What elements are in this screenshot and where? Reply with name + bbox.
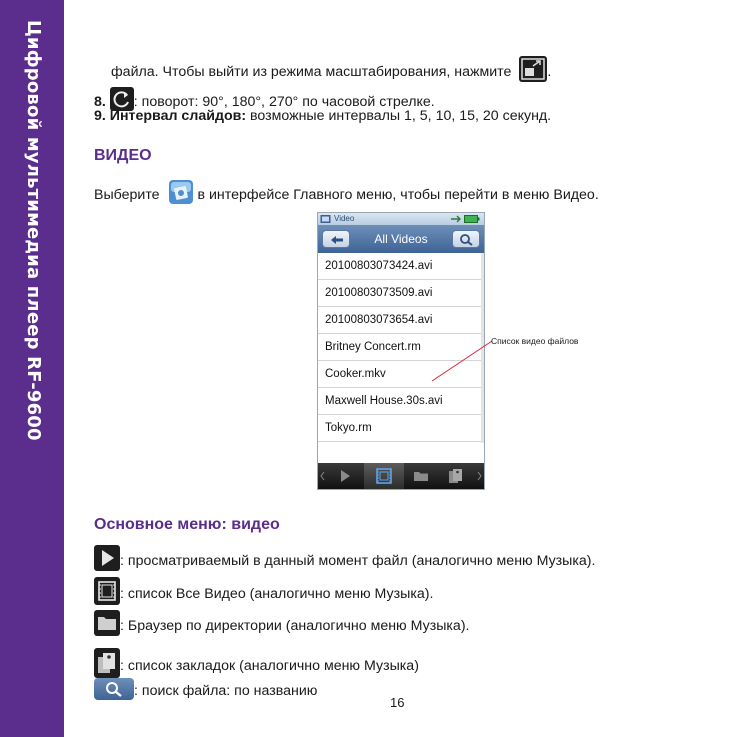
file-row[interactable]: Tokyo.rm	[318, 415, 484, 442]
menu-item-bookmarks	[94, 648, 419, 678]
search-icon	[94, 678, 134, 700]
file-row[interactable]: 20100803073424.avi	[318, 253, 484, 280]
menu-item-all-videos	[94, 577, 433, 605]
zoom-exit-end: .	[547, 64, 552, 80]
file-row[interactable]: 20100803073509.avi	[318, 280, 484, 307]
menu-item-text: : поиск файла: по названию	[134, 683, 318, 699]
nav-film-icon[interactable]	[376, 468, 392, 484]
page-number: 16	[390, 695, 405, 710]
nav-folder-icon[interactable]	[413, 470, 429, 482]
annotation-label: Список видео файлов	[491, 336, 579, 346]
play-icon	[94, 545, 120, 571]
battery-icon	[464, 215, 480, 223]
menu-item-search	[94, 678, 317, 700]
magnifier-icon	[453, 231, 481, 249]
annotation-leader-line	[430, 338, 494, 383]
chevron-left-icon[interactable]	[320, 471, 325, 481]
video-intro-before: Выберите	[94, 187, 160, 203]
item-8-number: 8.	[94, 94, 106, 110]
item-slide-interval	[94, 107, 551, 125]
usb-icon	[450, 215, 462, 223]
device-header-title: All Videos	[374, 232, 428, 246]
device-status-bar	[318, 213, 484, 225]
item-9-label: 9. Интервал слайдов:	[94, 108, 247, 124]
device-status-label: Video	[334, 214, 355, 223]
menu-item-text: : список Все Видео (аналогично меню Музыка).	[120, 586, 434, 602]
file-row[interactable]: Britney Concert.rm	[318, 334, 484, 361]
video-heading: ВИДЕО	[94, 147, 152, 164]
text-line-zoom	[111, 56, 551, 82]
menu-item-text: : просматриваемый в данный момент файл (аналогично меню Музыка).	[120, 553, 596, 569]
file-row[interactable]: Maxwell House.30s.avi	[318, 388, 484, 415]
video-app-icon	[168, 179, 194, 205]
bookmarks-icon	[94, 648, 120, 678]
device-bottom-bar	[318, 463, 484, 489]
zoom-exit-text: файла. Чтобы выйти из режима масштабирования, нажмите	[111, 64, 512, 80]
menu-item-text: : список закладок (аналогично меню Музыка)	[120, 658, 419, 674]
sidebar-band	[0, 0, 64, 737]
film-mini-icon	[320, 214, 331, 224]
video-intro-after: в интерфейсе Главного меню, чтобы перейти в меню Видео.	[197, 187, 599, 203]
nav-bookmarks-icon[interactable]	[448, 467, 464, 485]
chevron-right-icon[interactable]	[477, 471, 482, 481]
zoom-exit-icon	[519, 56, 547, 82]
video-intro	[94, 179, 599, 205]
main-menu-heading: Основное меню: видео	[94, 516, 280, 533]
sidebar-title: Цифровой мультимедиа плеер RF-9600	[23, 20, 44, 441]
menu-item-playing	[94, 545, 595, 571]
device-search-button[interactable]	[452, 230, 480, 248]
file-row[interactable]: 20100803073654.avi	[318, 307, 484, 334]
menu-item-browser	[94, 610, 470, 636]
item-9-text: возможные интервалы 1, 5, 10, 15, 20 секунд.	[246, 108, 552, 124]
device-header	[318, 225, 484, 253]
file-row[interactable]: Cooker.mkv	[318, 361, 484, 388]
film-icon	[94, 577, 120, 605]
item-8-text: : поворот: 90°, 180°, 270° по часовой стрелке.	[133, 94, 435, 110]
menu-item-text: : Браузер по директории (аналогично меню Музыка).	[120, 618, 470, 634]
folder-icon	[94, 610, 120, 636]
nav-play-icon[interactable]	[338, 469, 352, 483]
